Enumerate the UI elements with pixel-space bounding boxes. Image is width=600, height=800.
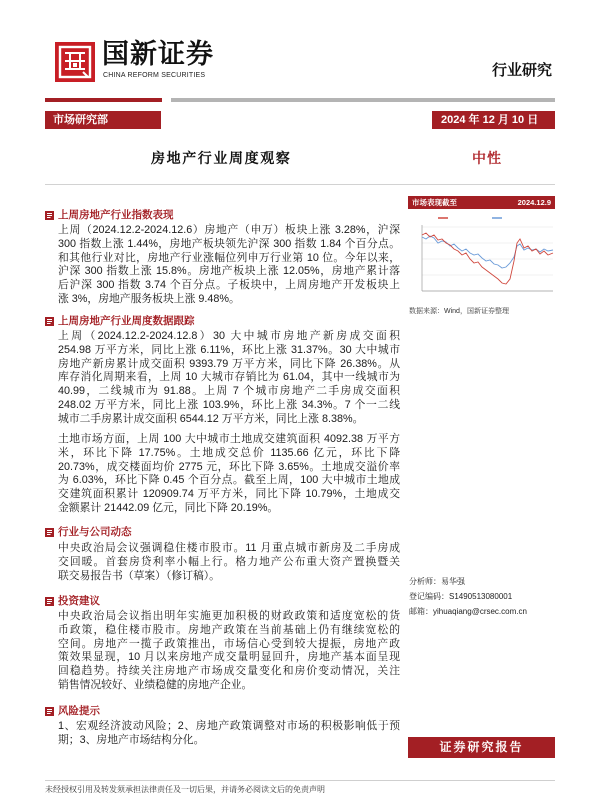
paragraph-line: 回稳趋势。持续关注房地产市场成交量变化和房价变动情况，关注 (58, 665, 400, 678)
paragraph-line: 300 指数上涨 1.44%，房地产板块领先沪深 300 指数 1.84 个百分点。 (58, 237, 400, 250)
market-performance-header (408, 196, 555, 209)
paragraph-line: 库存消化周期来看，上周 10 大城市存销比为 61.04，其中一线城市为 (58, 371, 400, 384)
market-performance-date: 2024.12.9 (517, 198, 551, 207)
document-icon (45, 707, 54, 716)
paragraph (58, 433, 400, 516)
paragraph (58, 542, 400, 583)
paragraph-line: 后沪深 300 指数 3.74 个百分点。子板块中，上周房地产开发板块上 (58, 279, 400, 292)
report-title: 房地产行业周度观察 (151, 150, 292, 166)
paragraph-line: 期；3、房地产市场结构分化。 (58, 733, 205, 746)
section-heading (45, 595, 100, 607)
brand-subtitle: CHINA REFORM SECURITIES (103, 72, 206, 79)
analyst-name: 分析师：易华强 (409, 577, 465, 586)
report-badge: 证券研究报告 (408, 737, 555, 758)
report-type-label: 行业研究 (492, 62, 553, 79)
paragraph (58, 720, 400, 748)
paragraph-line: 沪深 300 指数上涨 15.8%。房地产板块上涨 12.05%，房地产累计落 (58, 265, 400, 278)
paragraph-line: 上周（2024.12.2-2024.12.6）房地产（申万）板块上涨 3.28%，沪深 (58, 224, 400, 236)
paragraph-line: 币政策，稳住楼市股市。房地产政策在当前基础上仍有继续宽松的 (58, 623, 400, 636)
paragraph-line: 20.73%，成交楼面均价 2775 元，环比下降 3.65%。土地成交溢价率 (58, 460, 400, 473)
rating-label: 中性 (472, 150, 502, 166)
paragraph-line: 和其他行业对比，房地产行业涨幅位列申万行业第 10 位。今年以来， (58, 251, 400, 264)
paragraph-line: 中央政治局会议指出明年实施更加积极的财政政策和适度宽松的货 (58, 610, 400, 622)
paragraph-line: 交回暖。首套房贷利率小幅上行。格力地产公布重大资产置换暨关 (58, 555, 400, 568)
header-rule-accent (45, 98, 162, 102)
paragraph (58, 330, 400, 427)
department-banner: 市场研究部 (45, 111, 161, 129)
paragraph-line: 策效果显现，10 月以来房地产成交量明显回升，房地产基本面呈现 (58, 651, 400, 664)
chart-series-red-line (422, 233, 553, 284)
paragraph-line: 涨 3%，房地产服务板块上涨 9.48%。 (58, 292, 240, 305)
china-reform-logo-icon (55, 42, 95, 82)
paragraph-line: 上周（2024.12.2-2024.12.8）30 大中城市房地产新房成交面积 (58, 330, 400, 342)
chart-series-blue-line (422, 236, 553, 268)
paragraph-line: 248.02 万平方米，同比上涨 103.9%，环比上涨 34.3%。7 个一二线 (58, 398, 400, 411)
section-heading (45, 315, 195, 327)
section-title: 行业与公司动态 (58, 526, 132, 538)
paragraph-line: 40.99，二线城市为 91.88。上周 7 个城市房地产二手房成交面积 (58, 385, 400, 398)
brand-name: 国新证券 (102, 39, 214, 69)
paragraph-line: 城市二手房累计成交面积 6544.12 万平方米，同比上涨 8.38%。 (58, 412, 364, 425)
market-performance-chart (408, 213, 555, 305)
section-title: 上周房地产行业指数表现 (58, 209, 174, 221)
paragraph-line: 房地产新房累计成交面积 9393.79 万平方米，同比下降 26.38%。从 (58, 357, 400, 370)
title-divider (45, 184, 555, 185)
paragraph-line: 中央政治局会议强调稳住楼市股市。11 月重点城市新房及二手房成 (58, 542, 400, 554)
paragraph-line: 交建筑面积累计 120909.74 万平方米，同比下降 10.79%，土地成交 (58, 488, 400, 501)
footer-divider (45, 780, 555, 781)
section-heading (45, 209, 174, 221)
document-icon (45, 528, 54, 537)
analyst-email: 邮箱：yihuaqiang@crsec.com.cn (409, 607, 527, 616)
analyst-registration: 登记编码：S1490513080001 (409, 592, 513, 601)
document-icon (45, 317, 54, 326)
paragraph-line: 254.98 万平方米，同比上涨 6.11%，环比上涨 31.37%。30 大中城市 (58, 343, 400, 356)
section-heading (45, 705, 100, 717)
paragraph-line: 金额累计 21442.09 亿元，同比下降 20.19%。 (58, 501, 279, 514)
section-title: 投资建议 (58, 595, 100, 607)
paragraph (58, 610, 400, 693)
report-date-banner: 2024 年 12 月 10 日 (432, 111, 555, 129)
paragraph-line: 米，环比下降 17.75%。土地成交总价 1135.66 亿元，环比下降 (58, 446, 400, 459)
paragraph-line: 土地市场方面，上周 100 大中城市土地成交建筑面积 4092.38 万平方 (58, 433, 400, 445)
section-heading (45, 526, 132, 538)
market-performance-label: 市场表现截至 (412, 198, 457, 207)
paragraph-line: 为 6.03%，环比下降 0.45 个百分点。截至上周，100 大中城市土地成 (58, 474, 400, 487)
header-rule (171, 98, 555, 102)
footer-disclaimer: 未经授权引用及转发须承担法律责任及一切后果，并请务必阅读文后的免责声明 (45, 785, 325, 794)
paragraph-line: 联交易报告书（草案）（修订稿）。 (58, 569, 220, 582)
paragraph-line: 销售情况较好、业绩稳健的房地产企业。 (58, 678, 253, 691)
document-icon (45, 211, 54, 220)
paragraph-line: 空间。房地产一揽子政策推出，市场信心受到较大提振，房地产政 (58, 637, 400, 650)
paragraph-line: 1、宏观经济波动风险；2、房地产政策调整对市场的积极影响低于预 (58, 720, 400, 732)
section-title: 风险提示 (58, 705, 100, 717)
document-icon (45, 597, 54, 606)
chart-source-note: 数据来源：Wind，国新证券整理 (409, 308, 509, 315)
section-title: 上周房地产行业周度数据跟踪 (58, 315, 195, 327)
paragraph (58, 224, 400, 307)
